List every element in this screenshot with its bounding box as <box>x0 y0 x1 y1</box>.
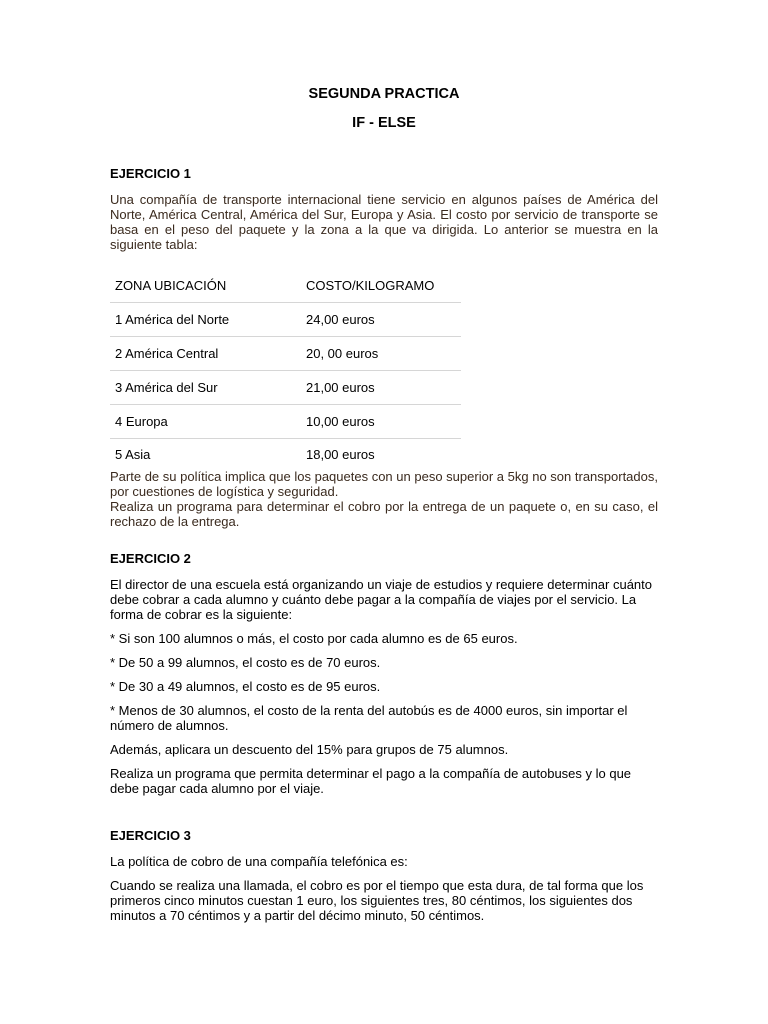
table-cell-cost: 18,00 euros <box>306 446 375 462</box>
exercise-2 <box>110 551 658 796</box>
table-cell-cost: 24,00 euros <box>301 303 461 337</box>
document-title: SEGUNDA PRACTICA <box>308 86 460 102</box>
document-subtitle: IF - ELSE <box>352 115 416 131</box>
table-cell-zone: 2 América Central <box>110 337 301 371</box>
exercise-1-intro: Una compañía de transporte internacional tiene servicio en algunos países de América del Norte, América Central, América del Sur, Europa y Asia. El costo por servicio de transporte se basa en el peso del paquete y la zona a la que va dirigida. Lo anterior se muestra en la siguiente tabla: <box>110 192 658 252</box>
exercise-1-policy: Parte de su política implica que los paquetes con un peso superior a 5kg no son transportados, por cuestiones de logística y seguridad. <box>110 469 658 499</box>
table-row <box>110 405 461 439</box>
exercise-2-task: Realiza un programa que permita determinar el pago a la compañía de autobuses y lo que debe pagar cada alumno por el viaje. <box>110 766 632 796</box>
table-cell-cost: 21,00 euros <box>301 371 461 405</box>
table-cell-cost: 20, 00 euros <box>301 337 461 371</box>
table-cell-cost: 10,00 euros <box>301 405 461 439</box>
table-header-cost: COSTO/KILOGRAMO <box>301 269 461 303</box>
table-cell-zone: 5 Asia <box>115 446 151 462</box>
table-header-row <box>110 269 461 303</box>
exercise-2-rule: * De 30 a 49 alumnos, el costo es de 95 euros. <box>110 679 381 694</box>
document-body <box>110 166 658 923</box>
table-cell-zone: 1 América del Norte <box>110 303 301 337</box>
table-row <box>110 337 461 371</box>
table-row <box>110 371 461 405</box>
table-cell-zone: 3 América del Sur <box>110 371 301 405</box>
exercise-3-heading: EJERCICIO 3 <box>110 828 191 843</box>
exercise-3-intro: La política de cobro de una compañía telefónica es: <box>110 854 408 869</box>
exercise-1-task: Realiza un programa para determinar el cobro por la entrega de un paquete o, en su caso, el rechazo de la entrega. <box>110 499 658 529</box>
exercise-3 <box>110 828 658 923</box>
table-header-zone: ZONA UBICACIÓN <box>110 269 301 303</box>
table-cell-zone: 4 Europa <box>110 405 301 439</box>
exercise-2-discount: Además, aplicara un descuento del 15% para grupos de 75 alumnos. <box>110 742 509 757</box>
exercise-1 <box>110 166 658 529</box>
exercise-2-rule: * Menos de 30 alumnos, el costo de la renta del autobús es de 4000 euros, sin importar el número de alumnos. <box>110 703 628 733</box>
exercise-2-heading: EJERCICIO 2 <box>110 551 191 566</box>
exercise-2-rule: * De 50 a 99 alumnos, el costo es de 70 euros. <box>110 655 381 670</box>
exercise-2-rule: * Si son 100 alumnos o más, el costo por cada alumno es de 65 euros. <box>110 631 518 646</box>
table-row <box>110 439 461 470</box>
table-row <box>110 303 461 337</box>
exercise-3-detail: Cuando se realiza una llamada, el cobro es por el tiempo que esta dura, de tal forma que los primeros cinco minutos cuestan 1 euro, los siguientes tres, 80 céntimos, los siguientes dos minutos a 70 céntimos y a partir del décimo minuto, 50 céntimos. <box>110 878 644 923</box>
exercise-2-intro: El director de una escuela está organizando un viaje de estudios y requiere determinar cuánto debe cobrar a cada alumno y cuánto debe pagar a la compañía de viajes por el servicio. La forma de cobrar es la siguiente: <box>110 577 653 622</box>
zone-cost-table <box>110 269 461 469</box>
exercise-1-heading: EJERCICIO 1 <box>110 166 191 181</box>
